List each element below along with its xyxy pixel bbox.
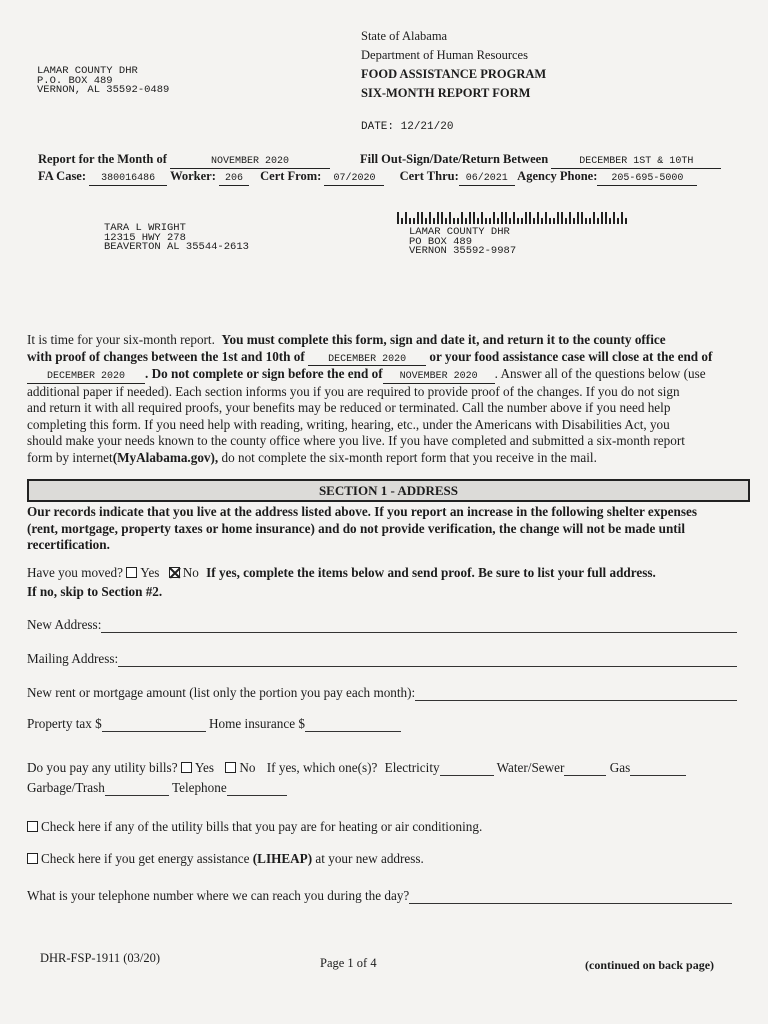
report-month-label: Report for the Month of	[38, 152, 167, 166]
utility-yes-label: Yes	[194, 760, 215, 775]
mailing-address-field[interactable]	[118, 651, 737, 667]
utility-row-2	[27, 780, 287, 796]
barcode-bar	[469, 212, 471, 224]
barcode-bar	[405, 212, 407, 224]
agency-phone-value: 205-695-5000	[597, 174, 697, 186]
worker-value: 206	[219, 174, 249, 186]
barcode-bar	[585, 218, 587, 224]
barcode-bar	[397, 212, 399, 224]
electricity-field[interactable]	[440, 762, 494, 776]
barcode-bar	[473, 212, 475, 224]
barcode-bar	[429, 212, 431, 224]
garbage-label: Garbage/Trash	[27, 780, 105, 795]
date-label: DATE:	[361, 121, 395, 133]
utility-yes-checkbox[interactable]	[181, 762, 192, 773]
barcode-bar	[461, 212, 463, 224]
barcode-bar	[413, 218, 415, 224]
notice-line: Our records indicate that you live at the address listed above. If you report an increase in the following shelter expenses	[27, 504, 697, 519]
phone-row	[27, 888, 732, 904]
notice-line: (rent, mortgage, property taxes or home insurance) and do not provide verification, the change will not be made until	[27, 520, 685, 536]
barcode-bar	[437, 212, 439, 224]
intro-text: form by internet	[27, 449, 113, 465]
return-month-value: DECEMBER 2020	[308, 355, 426, 367]
barcode-bar	[501, 212, 503, 224]
barcode-bar	[509, 218, 511, 224]
barcode-bar	[589, 218, 591, 224]
moved-question-row	[27, 565, 656, 581]
barcode-bar	[557, 212, 559, 224]
gas-field[interactable]	[630, 762, 686, 776]
section-1-notice	[27, 504, 757, 554]
notice-line: recertification.	[27, 537, 110, 552]
fill-out-row	[360, 152, 721, 169]
heating-row	[27, 819, 482, 835]
moved-yes-label: Yes	[140, 565, 160, 580]
liheap-label-end: at your new address.	[312, 851, 424, 866]
barcode-bar	[569, 212, 571, 224]
moved-yes-checkbox[interactable]	[126, 567, 137, 578]
barcode-bar	[433, 218, 435, 224]
barcode-bar	[613, 212, 615, 224]
liheap-label-bold: (LIHEAP)	[252, 851, 313, 866]
barcode-bar	[625, 218, 627, 224]
cert-thru-label: Cert Thru:	[399, 169, 459, 183]
barcode-bar	[441, 212, 443, 224]
fill-out-value: DECEMBER 1ST & 10TH	[551, 157, 721, 169]
form-title: SIX-MONTH REPORT FORM	[361, 86, 531, 100]
fa-case-value: 380016486	[89, 174, 167, 186]
department-name: Department of Human Resources	[361, 48, 528, 62]
date-value: 12/21/20	[400, 121, 454, 133]
barcode-bar	[505, 212, 507, 224]
intro-text: do not complete the six-month report form that you receive in the mail.	[218, 449, 597, 465]
new-address-label: New Address:	[27, 617, 102, 632]
barcode-bar	[497, 218, 499, 224]
property-tax-label: Property tax $	[27, 716, 102, 731]
barcode-bar	[465, 218, 467, 224]
barcode-bar	[477, 218, 479, 224]
mailing-address-line: PO BOX 489	[409, 235, 473, 248]
barcode-bar	[533, 218, 535, 224]
barcode-bar	[601, 212, 603, 224]
barcode-bar	[449, 212, 451, 224]
barcode-bar	[617, 218, 619, 224]
utility-which: If yes, which one(s)?	[266, 760, 378, 775]
moved-instructions: If yes, complete the items below and send proof. Be sure to list your full address.	[206, 565, 656, 580]
utility-question: Do you pay any utility bills?	[27, 760, 178, 775]
gas-label: Gas	[609, 760, 631, 775]
return-address-line: LAMAR COUNTY DHR	[37, 65, 138, 77]
rent-field[interactable]	[415, 685, 737, 701]
moved-skip: If no, skip to Section #2.	[27, 584, 163, 599]
mailing-address-line: LAMAR COUNTY DHR	[409, 226, 510, 238]
barcode-bar	[549, 218, 551, 224]
continued-note: (continued on back page)	[585, 958, 715, 972]
recipient-address	[104, 224, 249, 253]
phone-field[interactable]	[409, 888, 732, 904]
property-row	[27, 716, 401, 732]
postal-barcode	[397, 212, 629, 224]
intro-text: or your food assistance case will close at the end of	[429, 348, 713, 364]
new-address-row	[27, 617, 737, 633]
intro-text: You must complete this form, sign and date it, and return it to the county office	[221, 332, 666, 347]
electricity-label: Electricity	[384, 760, 440, 775]
intro-text: with proof of changes between the 1st and 10th of	[27, 348, 305, 364]
section-1-header: SECTION 1 - ADDRESS	[27, 479, 750, 502]
barcode-bar	[537, 212, 539, 224]
recipient-city: BEAVERTON AL 35544-2613	[104, 241, 249, 253]
heating-label: Check here if any of the utility bills that you pay are for heating or air conditioning.	[41, 819, 483, 834]
barcode-bar	[609, 218, 611, 224]
sign-month-value: NOVEMBER 2020	[383, 372, 495, 384]
cert-from-label: Cert From:	[260, 169, 322, 183]
barcode-bar	[409, 218, 411, 224]
case-info-row	[38, 169, 697, 186]
mailing-address-label: Mailing Address:	[27, 651, 119, 666]
fill-out-label: Fill Out-Sign/Date/Return Between	[360, 152, 549, 166]
utility-no-label: No	[239, 760, 256, 775]
barcode-bar	[445, 218, 447, 224]
return-address-line: VERNON, AL 35592-0489	[37, 84, 170, 96]
barcode-bar	[453, 218, 455, 224]
home-insurance-label: Home insurance $	[209, 716, 305, 731]
intro-text: It is time for your six-month report.	[27, 332, 215, 347]
barcode-bar	[577, 212, 579, 224]
barcode-bar	[593, 212, 595, 224]
close-month-value: DECEMBER 2020	[27, 372, 145, 384]
garbage-field[interactable]	[105, 782, 169, 796]
intro-text: additional paper if needed). Each section informs you if you are required to provide proof of the changes. If you do not sign	[27, 383, 680, 399]
mailing-address	[409, 228, 516, 257]
website-link[interactable]: (MyAlabama.gov),	[112, 449, 219, 465]
barcode-bar	[521, 218, 523, 224]
intro-paragraph	[27, 332, 757, 466]
intro-text: completing this form. If you need help with reading, writing, hearing, etc., under the Americans with Disabilities Act, you	[27, 416, 670, 432]
recipient-street: 12315 HWY 278	[104, 231, 186, 244]
barcode-bar	[401, 218, 403, 224]
water-label: Water/Sewer	[496, 760, 565, 775]
barcode-bar	[513, 212, 515, 224]
barcode-bar	[489, 218, 491, 224]
mailing-address-line: VERNON 35592-9987	[409, 245, 517, 257]
worker-label: Worker:	[170, 169, 216, 183]
barcode-bar	[457, 218, 459, 224]
barcode-bar	[573, 218, 575, 224]
barcode-bar	[561, 212, 563, 224]
barcode-bar	[545, 212, 547, 224]
barcode-bar	[481, 212, 483, 224]
telephone-field[interactable]	[227, 782, 287, 796]
barcode-bar	[541, 218, 543, 224]
liheap-label: Check here if you get energy assistance	[41, 851, 253, 866]
fa-case-label: FA Case:	[38, 169, 87, 183]
barcode-bar	[529, 212, 531, 224]
cert-thru-value: 06/2021	[459, 174, 515, 186]
barcode-bar	[493, 212, 495, 224]
phone-question: What is your telephone number where we can reach you during the day?	[27, 888, 410, 903]
heating-checkbox[interactable]	[27, 821, 38, 832]
liheap-checkbox[interactable]	[27, 853, 38, 864]
barcode-bar	[417, 212, 419, 224]
new-address-field[interactable]	[101, 617, 737, 633]
rent-row	[27, 685, 737, 701]
form-date	[361, 121, 453, 133]
barcode-bar	[485, 218, 487, 224]
telephone-label: Telephone	[171, 780, 227, 795]
water-field[interactable]	[564, 762, 606, 776]
home-insurance-field[interactable]	[305, 718, 401, 732]
barcode-bar	[597, 218, 599, 224]
cert-from-value: 07/2020	[324, 174, 384, 186]
form-id: DHR-FSP-1911 (03/20)	[40, 951, 161, 965]
agency-header	[361, 27, 546, 103]
liheap-row	[27, 851, 424, 867]
recipient-name: TARA L WRIGHT	[104, 222, 186, 234]
report-month-value: NOVEMBER 2020	[170, 157, 330, 169]
moved-no-checkbox[interactable]	[169, 567, 180, 578]
report-month-row	[38, 152, 330, 169]
barcode-bar	[525, 212, 527, 224]
intro-text: and return it with all required proofs, your benefits may be reduced or terminated. Call the number above if you need help	[27, 400, 671, 415]
page-number: Page 1 of 4	[320, 956, 377, 970]
property-tax-field[interactable]	[102, 718, 206, 732]
barcode-bar	[421, 212, 423, 224]
barcode-bar	[565, 218, 567, 224]
return-address	[37, 67, 169, 96]
utility-row	[27, 760, 686, 776]
intro-text: . Do not complete or sign before the end of	[145, 366, 383, 381]
barcode-bar	[517, 218, 519, 224]
moved-question: Have you moved?	[27, 565, 123, 580]
mailing-address-row	[27, 651, 737, 667]
rent-label: New rent or mortgage amount (list only the portion you pay each month):	[27, 685, 416, 700]
moved-no-label: No	[182, 565, 199, 580]
barcode-bar	[553, 218, 555, 224]
agency-phone-label: Agency Phone:	[517, 169, 598, 183]
utility-no-checkbox[interactable]	[225, 762, 236, 773]
barcode-bar	[605, 212, 607, 224]
barcode-bar	[581, 212, 583, 224]
state-name: State of Alabama	[361, 29, 448, 43]
intro-text: should make your needs known to the county office where you live. If you have completed and submitted a six-month report	[27, 433, 685, 448]
barcode-bar	[425, 218, 427, 224]
return-address-line: P.O. BOX 489	[37, 74, 113, 87]
barcode-bar	[621, 212, 623, 224]
intro-text: . Answer all of the questions below (use	[494, 366, 706, 381]
program-name: FOOD ASSISTANCE PROGRAM	[361, 67, 547, 81]
